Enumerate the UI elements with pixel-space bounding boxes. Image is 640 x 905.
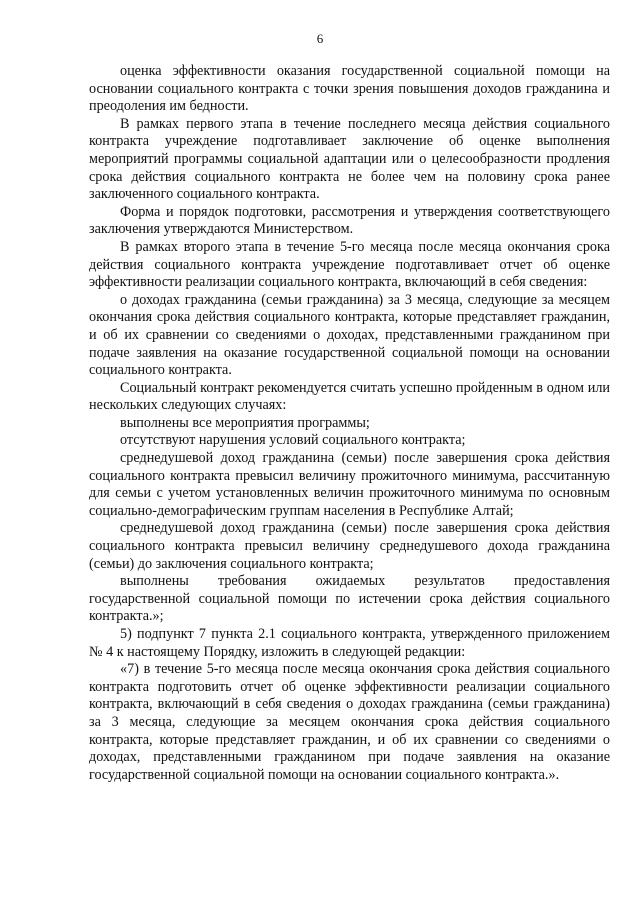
paragraph-1: оценка эффективности оказания государственной социальной помощи на основании социального контракта с точки зрения повышения доходов гражданина и преодоления им бедности. — [89, 63, 610, 115]
paragraph-10: среднедушевой доход гражданина (семьи) после завершения срока действия социального контракта превысил величину среднедушевого дохода гражданина (семьи) до заключения социального контракта; — [89, 520, 610, 572]
paragraph-6: Социальный контракт рекомендуется считать успешно пройденным в одном или нескольких следующих случаях: — [89, 379, 610, 414]
paragraph-7: выполнены все мероприятия программы; — [120, 414, 370, 431]
paragraph-5: о доходах гражданина (семьи гражданина) за 3 месяца, следующие за месяцем окончания срока действия социального контракта, которые представляет гражданин, и об их сравнении со сведениями о доходах, представленными гражданином при подаче заявления на оказание государственной социальной помощи на основании социального контракта. — [89, 291, 610, 379]
paragraph-13: «7) в течение 5-го месяца после месяца окончания срока действия социального контракта подготовить отчет об оценке эффективности реализации социального контракта, включающий в себя сведения о доходах гражданина (семьи гражданина) за 3 месяца, следующие за месяцем окончания срока действия социального контракта, которые представляет гражданин, и об их сравнении со сведениями о доходах, представленными гражданином при подаче заявления на оказание государственной социальной помощи на основании социального контракта.». — [89, 661, 610, 783]
paragraph-12: 5) подпункт 7 пункта 2.1 социального контракта, утвержденного приложением № 4 к настоящему Порядку, изложить в следующей редакции: — [89, 626, 610, 660]
paragraph-2: В рамках первого этапа в течение последнего месяца действия социального контракта учреждение подготавливает заключение об оценке выполнения мероприятий программы социальной адаптации или о целесообразности продления срока действия социального контракта не более чем на половину срока ранее заключенного социального контракта. — [89, 115, 610, 203]
paragraph-9: среднедушевой доход гражданина (семьи) после завершения срока действия социального контракта превысил величину прожиточного минимума, рассчитанную для семьи с учетом установленных величин прожиточного минимума по основным социально-демографическим группам населения в Республике Алтай; — [89, 450, 610, 519]
paragraph-4: В рамках второго этапа в течение 5-го месяца после месяца окончания срока действия социального контракта учреждение подготавливает отчет об оценке эффективности реализации социального контракта, включающий в себя сведения: — [89, 238, 610, 291]
page-number: 6 — [316, 31, 324, 46]
paragraph-8: отсутствуют нарушения условий социального контракта; — [120, 432, 466, 449]
paragraph-3: Форма и порядок подготовки, рассмотрения и утверждения соответствующего заключения утверждаются Министерством. — [89, 203, 610, 238]
document-body — [89, 63, 610, 784]
paragraph-11: выполнены требования ожидаемых результатов предоставления государственной социальной помощи по истечении срока действия социального контракта.»; — [89, 573, 610, 625]
